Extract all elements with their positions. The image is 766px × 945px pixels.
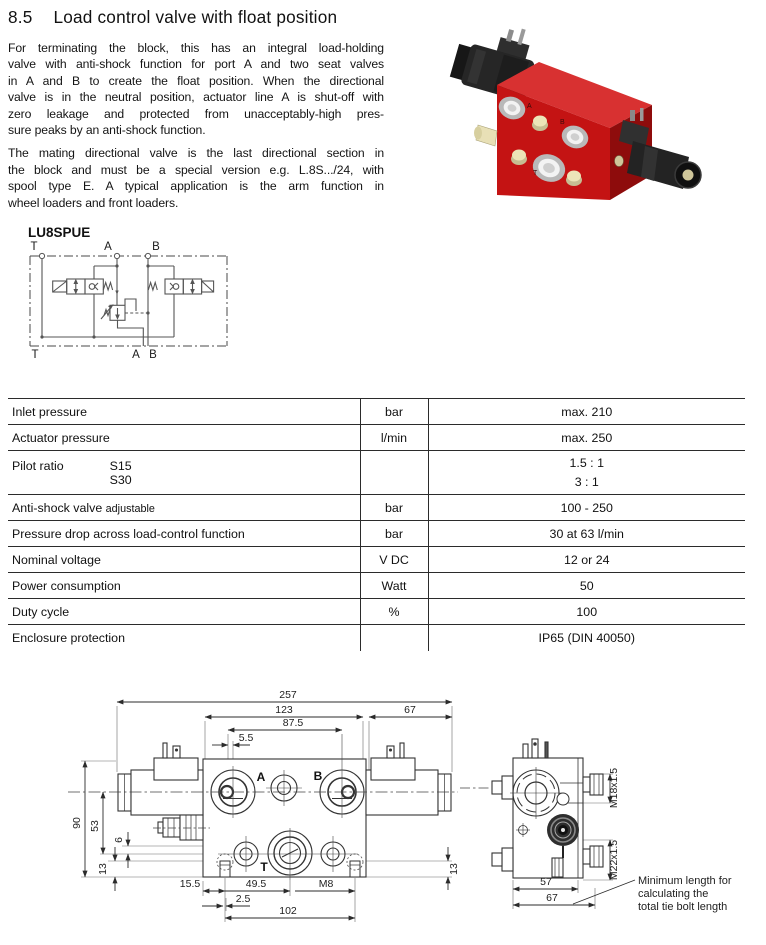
dim-label: 49.5 (245, 878, 267, 890)
spec-row (8, 521, 745, 547)
section-heading (8, 7, 337, 28)
dim-label: M22x1.5 (608, 839, 620, 881)
schematic-envelope (30, 256, 227, 346)
plug-2 (511, 150, 527, 166)
schematic-title: LU8SPUE (28, 225, 91, 240)
dim-label: 87.5 (282, 717, 304, 729)
photo-port-b-label: B (560, 119, 565, 126)
value-cell: IP65 (DIN 40050) (428, 625, 745, 651)
text-line: For terminating the block, this has an integral load-holding (8, 41, 384, 55)
dim-label: M8 (318, 878, 334, 890)
side-port (615, 156, 624, 167)
dim-label: 57 (540, 876, 552, 888)
flow-arrow (115, 291, 118, 295)
unit-cell (360, 451, 428, 495)
spec-row (8, 451, 745, 495)
schematic-port-b-top: B (152, 241, 160, 253)
spec-row (8, 599, 745, 625)
schematic-port-b-bottom: B (149, 349, 157, 361)
unit-cell (360, 625, 428, 651)
param-cell: Nominal voltage (8, 547, 360, 573)
pilot-variant: S30 (109, 472, 132, 487)
note-line: calculating the (638, 888, 709, 900)
unit-cell: V DC (360, 547, 428, 573)
value-cell: 12 or 24 (428, 547, 745, 573)
dim-label: 123 (275, 704, 293, 716)
spec-row (8, 573, 745, 599)
value-cell: max. 210 (428, 399, 745, 425)
unit-cell: l/min (360, 425, 428, 451)
dim-label: 90 (71, 817, 83, 829)
text-line: the block and must be a special version e.g. L.8S.../24, with (8, 162, 384, 177)
section-number: 8.5 (8, 7, 33, 27)
dim-label: 67 (546, 892, 558, 904)
pilot-ratio-value: 1.5 : 1 (569, 455, 604, 470)
note-line: Minimum length for (638, 875, 732, 887)
front-port-a-label: A (256, 770, 266, 784)
text-line: spool type E. A typical application is the arm function in (8, 179, 384, 194)
spec-row (8, 399, 745, 425)
unit-cell: Watt (360, 573, 428, 599)
seat-valve-a (53, 279, 113, 294)
param-note: adjustable (105, 502, 155, 515)
valve-block-outline (118, 743, 451, 877)
unit-cell: bar (360, 495, 428, 521)
text-line: valve is in the neutral position, actuator line A is shut-off with (8, 90, 384, 105)
dim-label: 102 (279, 905, 297, 917)
photo-port-a-label: A (527, 103, 532, 110)
tie-bolt-note (638, 875, 732, 913)
param-cell: Actuator pressure (8, 425, 360, 451)
pilot-variant: S15 (109, 458, 132, 473)
param-cell (8, 495, 360, 521)
spec-row (8, 625, 745, 651)
intro-paragraph-2 (8, 145, 384, 211)
param-cell: Enclosure protection (8, 625, 360, 651)
schematic-port-t-top: T (30, 241, 38, 253)
unit-cell: bar (360, 399, 428, 425)
photo-port-t-label: T (533, 170, 538, 177)
anti-shock-valve (101, 305, 125, 320)
dim-label: 6 (113, 837, 125, 843)
pilot-variants (110, 459, 132, 487)
schematic-port-a-top: A (104, 241, 112, 253)
front-port-b-label: B (313, 769, 323, 783)
dim-label: 257 (279, 689, 297, 701)
dim-label: 53 (89, 820, 101, 832)
spec-table (8, 398, 745, 651)
text-line: in A and B to create the float position. When the directional (8, 73, 384, 88)
value-cell: 100 (428, 599, 745, 625)
dim-label: 5.5 (238, 732, 254, 744)
param-cell: Power consumption (8, 573, 360, 599)
param-label: Anti-shock valve (12, 500, 103, 515)
note-line: total tie bolt length (638, 901, 728, 913)
dimension-drawing-side (460, 678, 766, 945)
schematic-wires (42, 256, 174, 346)
param-cell: Inlet pressure (8, 399, 360, 425)
spec-row (8, 495, 745, 521)
unit-cell: % (360, 599, 428, 625)
value-cell (428, 451, 745, 495)
note-leader (573, 880, 635, 904)
seat-valve-b (148, 279, 213, 294)
schematic-port-a-bottom: A (132, 349, 140, 361)
schematic-port-t-bottom: T (31, 349, 39, 361)
product-photo (440, 25, 766, 210)
dim-label: 13 (97, 863, 109, 875)
dim-label: 2.5 (235, 893, 251, 905)
value-cell: 50 (428, 573, 745, 599)
text-line: valve with anti-shock function for port A and two seat valves (8, 57, 384, 72)
hydraulic-schematic (14, 222, 264, 374)
dim-label: M18x1.5 (608, 767, 620, 809)
text-line: wheel loaders and front loaders. (8, 195, 179, 210)
param-cell: Duty cycle (8, 599, 360, 625)
page-title: Load control valve with float position (53, 7, 338, 27)
param-label: Pilot ratio (12, 458, 64, 473)
dim-label: 15.5 (179, 878, 201, 890)
front-port-t-label: T (260, 860, 268, 874)
small-port (557, 793, 569, 805)
dim-label: 13 (448, 863, 460, 875)
text-line: zero leakage and protected from unacceptably-high pres- (8, 106, 384, 121)
text-line: The mating directional valve is the last directional section in (8, 146, 384, 161)
unit-cell: bar (360, 521, 428, 547)
value-cell: 30 at 63 l/min (428, 521, 745, 547)
param-cell: Pressure drop across load-control function (8, 521, 360, 547)
dim-label: 67 (404, 704, 416, 716)
plug-1 (532, 116, 548, 132)
intro-paragraph-1 (8, 40, 384, 138)
spec-row (8, 547, 745, 573)
relief-plug (474, 125, 497, 146)
dimension-drawing-front (60, 678, 466, 945)
plug-3 (566, 171, 582, 187)
text-line: sure peaks by an anti-shock function. (8, 123, 206, 138)
value-cell: 100 - 250 (428, 495, 745, 521)
spec-row (8, 425, 745, 451)
pilot-ratio-value: 3 : 1 (574, 474, 599, 489)
value-cell: max. 250 (428, 425, 745, 451)
param-cell (8, 451, 360, 495)
intro-text (8, 40, 384, 218)
